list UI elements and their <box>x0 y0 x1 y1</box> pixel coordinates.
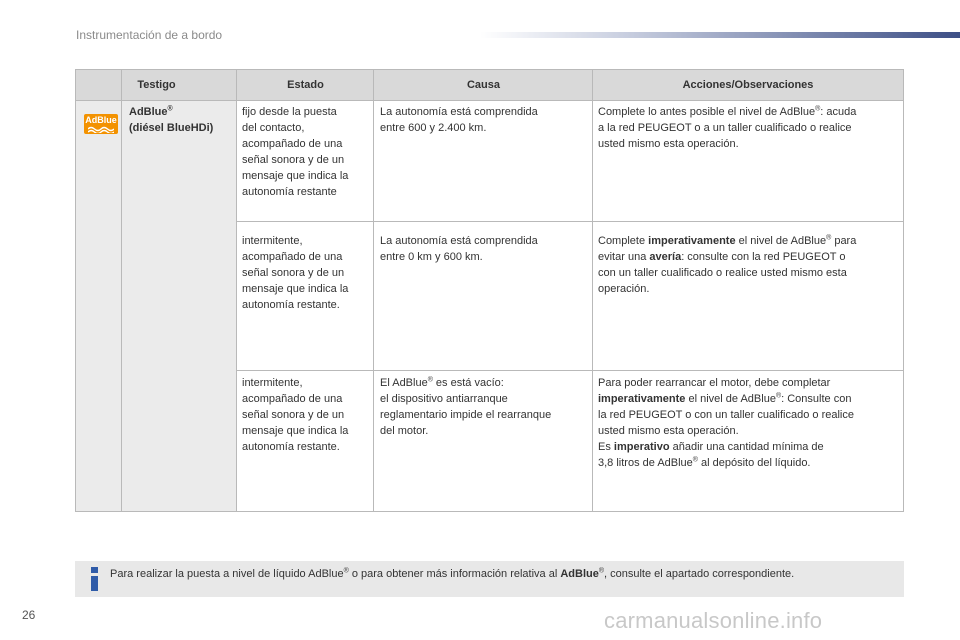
info-box <box>75 561 904 597</box>
divider <box>592 70 593 511</box>
divider <box>237 221 903 222</box>
table-header-row <box>76 70 903 101</box>
row2-acciones: Complete imperativamente el nivel de AdBlue® para evitar una avería: consulte con la red PEUGEOT o con un taller cualificado o realice usted mismo esta operación. <box>598 234 857 295</box>
info-icon <box>89 567 100 591</box>
column-header-estado: Estado <box>287 79 324 91</box>
row1-causa: La autonomía está comprendida entre 600 y 2.400 km. <box>380 106 538 134</box>
row3-acciones: Para poder rearrancar el motor, debe completar imperativamente el nivel de AdBlue®: Consulte con la red PEUGEOT o con un taller cualificado o realice usted mismo esta operación. Es imperativo añadir una cantidad mínima de 3,8 litros de AdBlue® al depósito del líquido. <box>598 377 854 469</box>
fluid-waves-icon <box>88 126 114 133</box>
info-text: Para realizar la puesta a nivel de líquido AdBlue® o para obtener más información relativa al AdBlue®, consulte el apartado correspondiente. <box>110 567 795 580</box>
lamp-subtitle: (diésel BlueHDi) <box>129 122 214 134</box>
row2-estado: intermitente, acompañado de una señal sonora y de un mensaje que indica la autonomía restante. <box>242 235 349 311</box>
watermark: carmanualsonline.info <box>604 608 823 633</box>
divider <box>121 70 122 511</box>
lamp-column-shade <box>76 101 236 511</box>
divider <box>236 70 237 511</box>
row3-estado: intermitente, acompañado de una señal sonora y de un mensaje que indica la autonomía restante. <box>242 377 349 453</box>
divider <box>237 370 903 371</box>
divider <box>373 70 374 511</box>
header-gradient-bar <box>480 32 960 38</box>
page-number: 26 <box>22 608 36 622</box>
lamp-name: AdBlue® (diésel BlueHDi) <box>129 105 214 134</box>
row1-acciones: Complete lo antes posible el nivel de AdBlue®: acuda a la red PEUGEOT o a un taller cualificado o realice usted mismo esta operación. <box>598 105 857 150</box>
warning-lamp-table <box>75 69 904 512</box>
row3-causa: El AdBlue® es está vacío: el dispositivo antiarranque reglamentario impide el rearranque del motor. <box>380 376 552 437</box>
column-header-causa: Causa <box>466 79 501 91</box>
column-header-acciones: Acciones/Observaciones <box>682 79 814 91</box>
row1-estado: fijo desde la puesta del contacto, acompañado de una señal sonora y de un mensaje que indica la autonomía restante <box>242 106 349 198</box>
section-title: Instrumentación de a bordo <box>76 28 223 42</box>
adblue-warning-icon <box>84 114 118 134</box>
row2-causa: La autonomía está comprendida entre 0 km y 600 km. <box>380 235 538 263</box>
column-header-testigo: Testigo <box>137 79 176 91</box>
adblue-icon-label: AdBlue <box>85 115 117 125</box>
